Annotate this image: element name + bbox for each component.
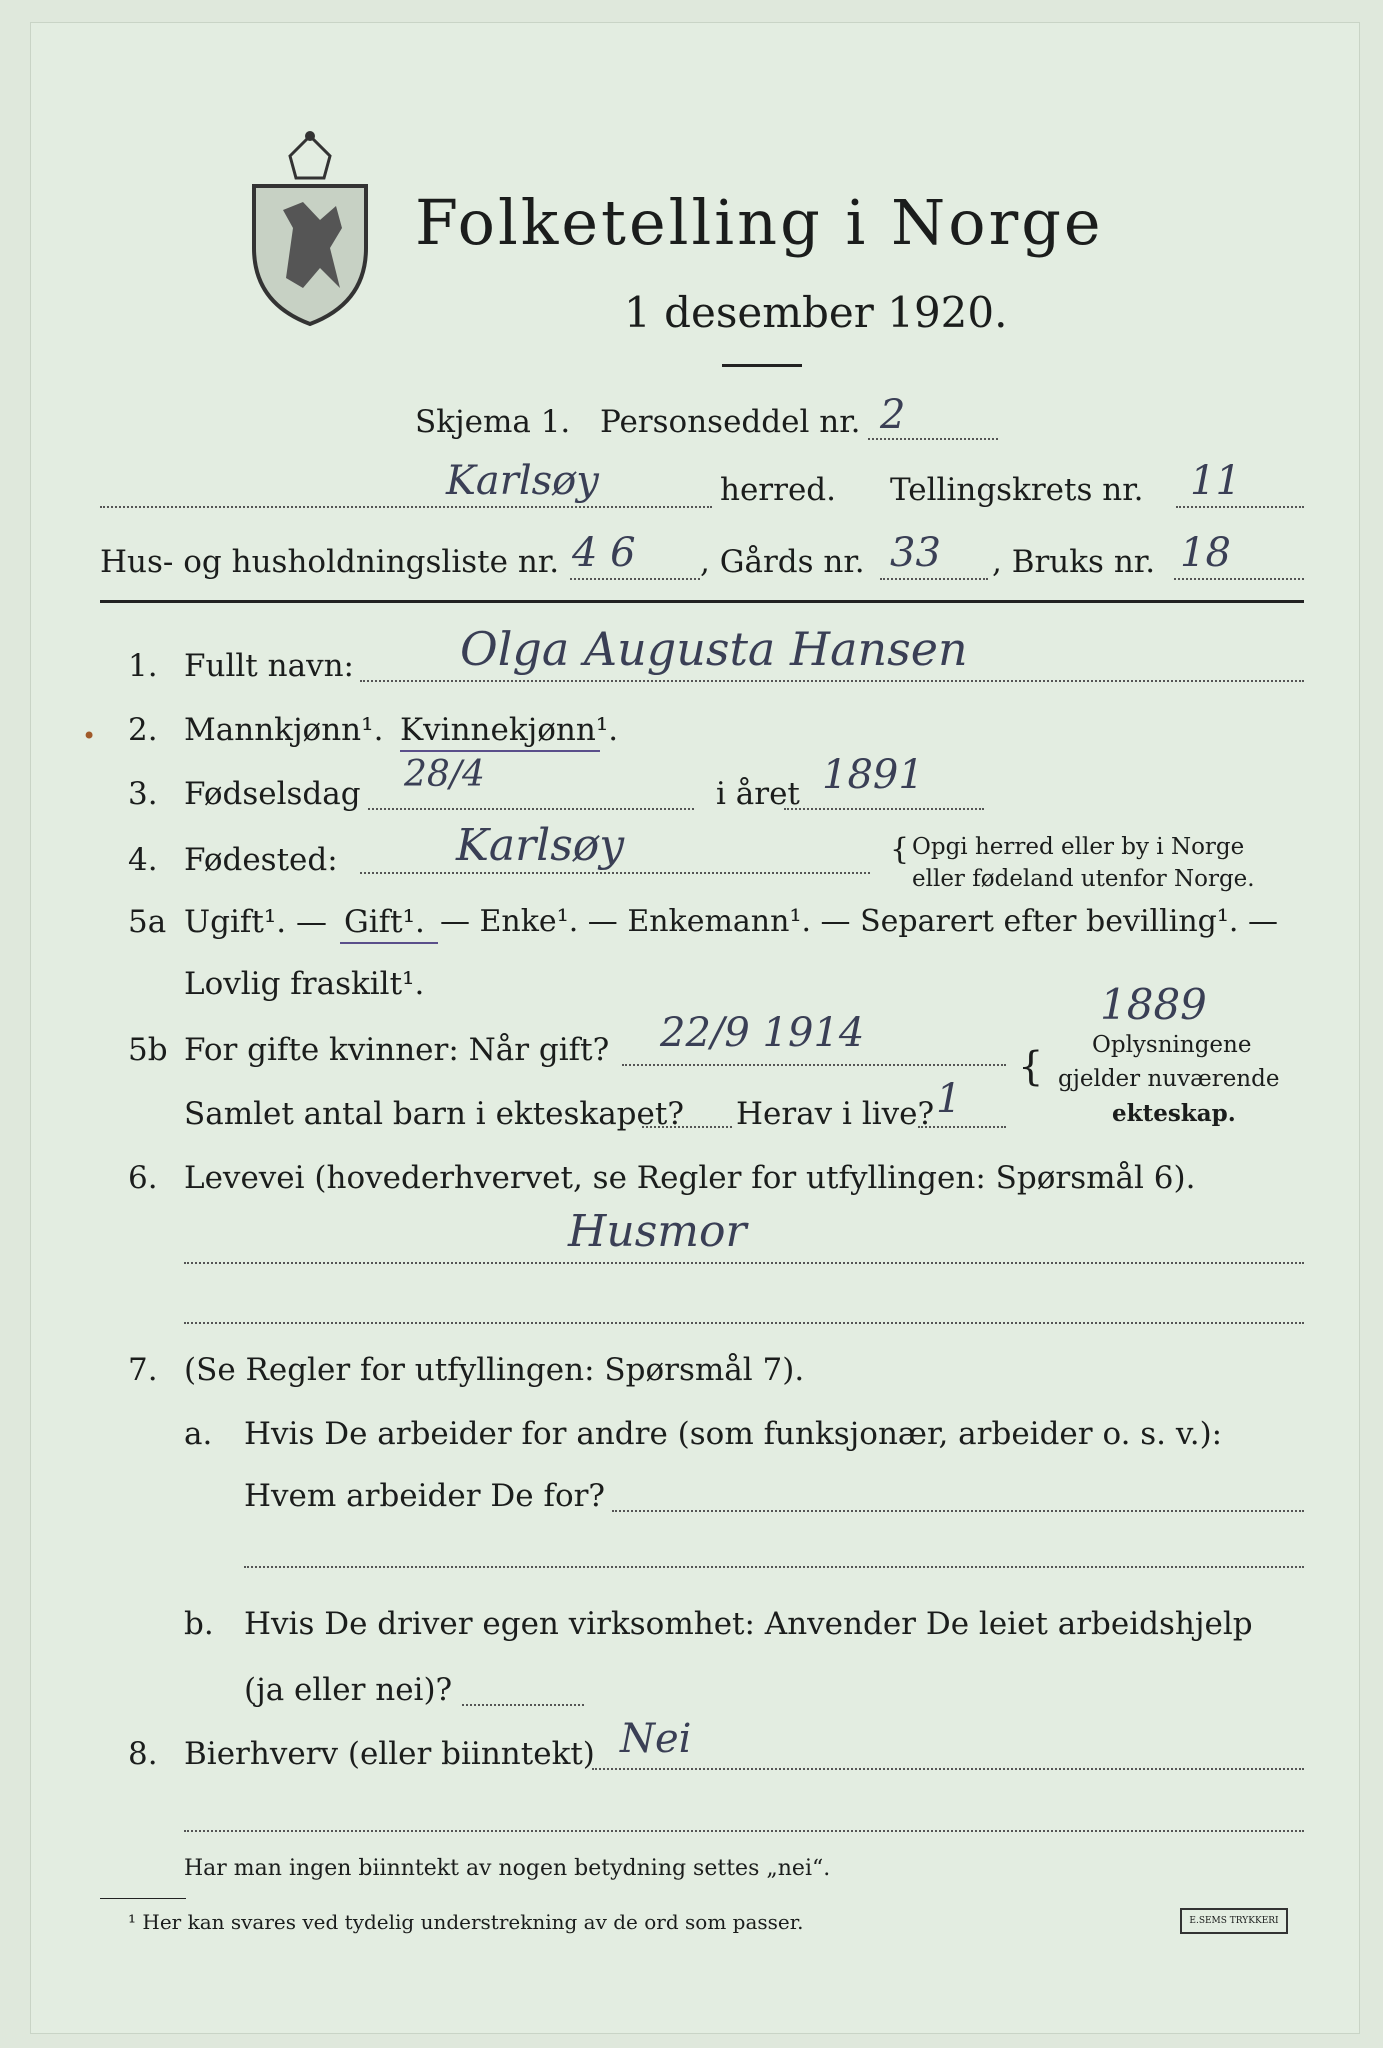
birthday-value[interactable]: 28/4 bbox=[404, 754, 485, 795]
q2-number: 2. bbox=[128, 712, 158, 748]
footnote-rule bbox=[100, 1898, 186, 1899]
section-divider bbox=[100, 600, 1304, 603]
full-name-value[interactable]: Olga Augusta Hansen bbox=[460, 622, 968, 676]
tellingskrets-label: Tellingskrets nr. bbox=[890, 472, 1144, 508]
side-income-value[interactable]: Nei bbox=[620, 1716, 692, 1762]
skjema-label: Skjema 1. bbox=[415, 404, 571, 440]
coat-of-arms-icon bbox=[248, 128, 372, 328]
q7b-line-2: (ja eller nei)? bbox=[244, 1672, 453, 1708]
q5b-number: 5b bbox=[128, 1032, 168, 1068]
herred-value[interactable]: Karlsøy bbox=[446, 458, 599, 504]
q3-number: 3. bbox=[128, 776, 158, 812]
q5b-label: For gifte kvinner: Når gift? bbox=[184, 1032, 610, 1068]
children-alive-value[interactable]: 1 bbox=[936, 1076, 962, 1122]
married-date-value[interactable]: 22/9 1914 bbox=[660, 1010, 865, 1056]
q6-label: Levevei (hovederhvervet, se Regler for utfyllingen: Spørsmål 6). bbox=[184, 1160, 1196, 1196]
q5b-note-1: Oplysningene bbox=[1092, 1032, 1252, 1058]
q8-label: Bierhverv (eller biinntekt) bbox=[184, 1736, 595, 1772]
husliste-value[interactable]: 4 6 bbox=[572, 530, 636, 576]
q2-male-option[interactable]: Mannkjønn¹. bbox=[184, 712, 384, 748]
personseddel-label: Personseddel nr. bbox=[600, 404, 861, 440]
q5a-divorced-option[interactable]: Lovlig fraskilt¹. bbox=[184, 966, 425, 1002]
q7-label: (Se Regler for utfyllingen: Spørsmål 7). bbox=[184, 1352, 805, 1388]
q7a-number: a. bbox=[184, 1416, 213, 1452]
q1-label: Fullt navn: bbox=[184, 648, 354, 684]
q4-note-1: Opgi herred eller by i Norge bbox=[912, 834, 1245, 860]
marriage-year-note: 1889 bbox=[1100, 980, 1207, 1029]
q8-number: 8. bbox=[128, 1736, 158, 1772]
q7-number: 7. bbox=[128, 1352, 158, 1388]
q3-label: Fødselsdag bbox=[184, 776, 361, 812]
personseddel-value[interactable]: 2 bbox=[880, 392, 906, 438]
birth-year-value[interactable]: 1891 bbox=[822, 752, 924, 798]
children-label: Samlet antal barn i ekteskapet? bbox=[184, 1096, 684, 1132]
q3-year-label: i året bbox=[716, 776, 800, 812]
q7a-line-2: Hvem arbeider De for? bbox=[244, 1478, 606, 1514]
q5a-number: 5a bbox=[128, 904, 167, 940]
q5a-married-option[interactable]: Gift¹. bbox=[344, 904, 425, 940]
herred-label: herred. bbox=[720, 472, 836, 508]
q6-number: 6. bbox=[128, 1160, 158, 1196]
census-date: 1 desember 1920. bbox=[624, 288, 1008, 337]
bruks-value[interactable]: 18 bbox=[1180, 530, 1231, 576]
q7b-label: Hvis De driver egen virksomhet: Anvender De leiet arbeidshjelp bbox=[244, 1606, 1253, 1642]
q5a-other-options[interactable]: — Enke¹. — Enkemann¹. — Separert efter bevilling¹. — bbox=[440, 904, 1278, 939]
tellingskrets-value[interactable]: 11 bbox=[1190, 458, 1241, 504]
alive-label: Herav i live? bbox=[736, 1096, 935, 1132]
bruks-label: , Bruks nr. bbox=[992, 544, 1156, 580]
q1-number: 1. bbox=[128, 648, 158, 684]
q4-number: 4. bbox=[128, 842, 158, 878]
footnote: ¹ Her kan svares ved tydelig understrekning av de ord som passer. bbox=[128, 1910, 804, 1934]
q2-underline bbox=[400, 750, 600, 752]
margin-mark: • bbox=[82, 722, 97, 750]
q4-label: Fødested: bbox=[184, 842, 338, 878]
q7a-label: Hvis De arbeider for andre (som funksjonær, arbeider o. s. v.): bbox=[244, 1416, 1223, 1452]
form-title: Folketelling i Norge bbox=[415, 186, 1104, 259]
printer-stamp: E.SEMS TRYKKERI bbox=[1180, 1908, 1288, 1934]
q7b-number: b. bbox=[184, 1606, 214, 1642]
q5a-underline bbox=[340, 942, 438, 944]
birthplace-value[interactable]: Karlsøy bbox=[456, 820, 625, 871]
q2-female-option[interactable]: Kvinnekjønn¹. bbox=[400, 712, 619, 748]
brace-icon-2: { bbox=[1018, 1044, 1044, 1090]
q5b-note-2: gjelder nuværende bbox=[1058, 1066, 1280, 1092]
q5a-unmarried-option[interactable]: Ugift¹. — bbox=[184, 904, 327, 940]
gards-value[interactable]: 33 bbox=[890, 530, 941, 576]
q5b-note-3: ekteskap. bbox=[1112, 1100, 1236, 1127]
brace-icon: { bbox=[890, 832, 910, 867]
income-note: Har man ingen biinntekt av nogen betydning settes „nei“. bbox=[184, 1856, 831, 1881]
gards-label: , Gårds nr. bbox=[700, 544, 865, 580]
husliste-label: Hus- og husholdningsliste nr. bbox=[100, 544, 560, 580]
occupation-value[interactable]: Husmor bbox=[568, 1206, 747, 1257]
title-divider bbox=[722, 364, 802, 367]
q4-note-2: eller fødeland utenfor Norge. bbox=[912, 866, 1255, 892]
